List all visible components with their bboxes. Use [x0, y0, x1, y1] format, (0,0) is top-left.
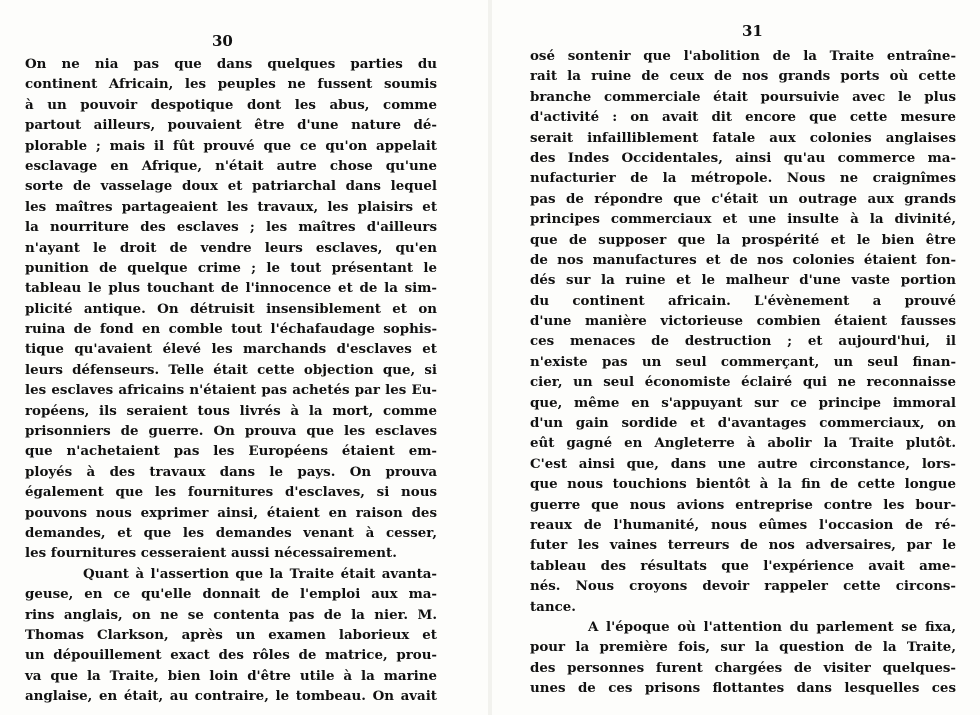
text-line: d'un gain sordide et d'avantages commerciaux, on [530, 415, 956, 432]
paragraph-start-line: Quant à l'assertion que la Traite était avanta- [83, 565, 437, 582]
text-line: les esclaves africains n'étaient pas achetés par les Eu- [25, 382, 437, 399]
text-line: unes de ces prisons flottantes dans lesquelles ces [530, 680, 956, 697]
text-line: du continent africain. L'évènement a prouvé [530, 292, 956, 309]
text-line: ruina de fond en comble tout l'échafaudage sophis- [25, 321, 437, 338]
text-line: que de supposer que la prospérité et le bien être [530, 231, 956, 248]
text-line: eût gagné en Angleterre à abolir la Traite plutôt. [530, 435, 956, 452]
text-line: de nos manufactures et de nos colonies étaient fon- [530, 251, 956, 268]
text-line: n'existe pas un seul commerçant, un seul finan- [530, 353, 956, 370]
text-line: continent Africain, les peuples ne fussent soumis [25, 76, 437, 93]
text-line: d'activité : on avait dit encore que cette mesure [530, 109, 956, 126]
text-line: Thomas Clarkson, après un examen laborieux et [25, 626, 437, 643]
text-line: nufacturier de la métropole. Nous ne craignîmes [530, 170, 956, 187]
left-page-text [25, 54, 437, 707]
text-line: tableau des résultats que l'expérience avait ame- [530, 557, 956, 574]
text-line: des Indes Occidentales, ainsi qu'au commerce ma- [530, 149, 956, 166]
text-line: la nourriture des esclaves ; les maîtres d'ailleurs [25, 219, 437, 236]
text-line: les maîtres partageaient les travaux, les plaisirs et [25, 198, 437, 215]
text-line: que nous touchions bientôt à la fin de cette longue [530, 476, 956, 493]
text-line: ropéens, ils seraient tous livrés à la mort, comme [25, 402, 437, 419]
text-line: d'une manière victorieuse combien étaient fausses [530, 313, 956, 330]
page-number-left: 30 [212, 32, 233, 50]
text-line: dés sur la ruine et le malheur d'une vaste portion [530, 272, 956, 289]
text-line: plorable ; mais il fût prouvé que ce qu'on appelait [25, 137, 437, 154]
text-line: demandes, et que les demandes venant à cesser, [25, 524, 437, 541]
text-line: rins anglais, on ne se contenta pas de la nier. M. [25, 606, 437, 623]
text-line: pas de répondre que c'était un outrage aux grands [530, 190, 956, 207]
text-line: leurs défenseurs. Telle était cette objection que, si [25, 361, 437, 378]
text-line: prisonniers de guerre. On prouva que les esclaves [25, 423, 437, 440]
text-line: que, même en s'appuyant sur ce principe immoral [530, 394, 956, 411]
text-line: anglaise, en était, au contraire, le tombeau. On avait [25, 688, 437, 705]
text-line: rait la ruine de ceux de nos grands ports où cette [530, 68, 956, 85]
paragraph-end-line: tance. [530, 598, 576, 615]
text-line: que n'achetaient pas les Européens étaient em- [25, 443, 437, 460]
paragraph-start-line: A l'époque où l'attention du parlement se fixa, [588, 618, 956, 635]
page-number-right: 31 [742, 22, 763, 40]
text-line: pour la première fois, sur la question de la Traite, [530, 639, 956, 656]
text-line: futer les vaines terreurs de nos adversaires, par le [530, 537, 956, 554]
paragraph-end-line: les fournitures cesseraient aussi nécessairement. [25, 545, 397, 562]
text-line: un dépouillement exact des rôles de matrice, prou- [25, 647, 437, 664]
text-line: cier, un seul économiste éclairé qui ne reconnaisse [530, 374, 956, 391]
text-line: punition de quelque crime ; le tout présentant le [25, 259, 437, 276]
text-line: geuse, en ce qu'elle donnait de l'emploi aux ma- [25, 586, 437, 603]
text-line: partout ailleurs, pouvaient être d'une nature dé- [25, 117, 437, 134]
text-line: n'ayant le droit de vendre leurs esclaves, qu'en [25, 239, 437, 256]
text-line: esclavage en Afrique, n'était autre chose qu'une [25, 157, 437, 174]
text-line: ces menaces de destruction ; et aujourd'hui, il [530, 333, 956, 350]
text-line: des personnes furent chargées de visiter quelques- [530, 659, 956, 676]
text-line: sorte de vasselage doux et patriarchal dans lequel [25, 178, 437, 195]
text-line: pouvons nous exprimer ainsi, étaient en raison des [25, 504, 437, 521]
text-line: tableau le plus touchant de l'innocence et de la sim- [25, 280, 437, 297]
text-line: tique qu'avaient élevé les marchands d'esclaves et [25, 341, 437, 358]
text-line: serait infailliblement fatale aux colonies anglaises [530, 129, 956, 146]
text-line: également que les fournitures d'esclaves, si nous [25, 484, 437, 501]
text-line: On ne nia pas que dans quelques parties du [25, 56, 437, 72]
text-line: nés. Nous croyons devoir rappeler cette circons- [530, 578, 956, 595]
text-line: C'est ainsi que, dans une autre circonstance, lors- [530, 455, 956, 472]
right-page [490, 0, 980, 715]
text-line: guerre que nous avions entreprise contre les bour- [530, 496, 956, 513]
text-line: reaux de l'humanité, nous eûmes l'occasion de ré- [530, 516, 956, 533]
text-line: à un pouvoir despotique dont les abus, comme [25, 96, 437, 113]
text-line: branche commerciale était poursuivie avec le plus [530, 88, 956, 105]
text-line: osé sontenir que l'abolition de la Traite entraîne- [530, 48, 956, 64]
text-line: ployés à des travaux dans le pays. On prouva [25, 463, 437, 480]
text-line: plicité antique. On détruisit insensiblement et on [25, 300, 437, 317]
text-line: principes commerciaux et une insulte à la divinité, [530, 211, 956, 228]
text-line: va que la Traite, bien loin d'être utile à la marine [25, 667, 437, 684]
right-page-text [530, 46, 956, 699]
